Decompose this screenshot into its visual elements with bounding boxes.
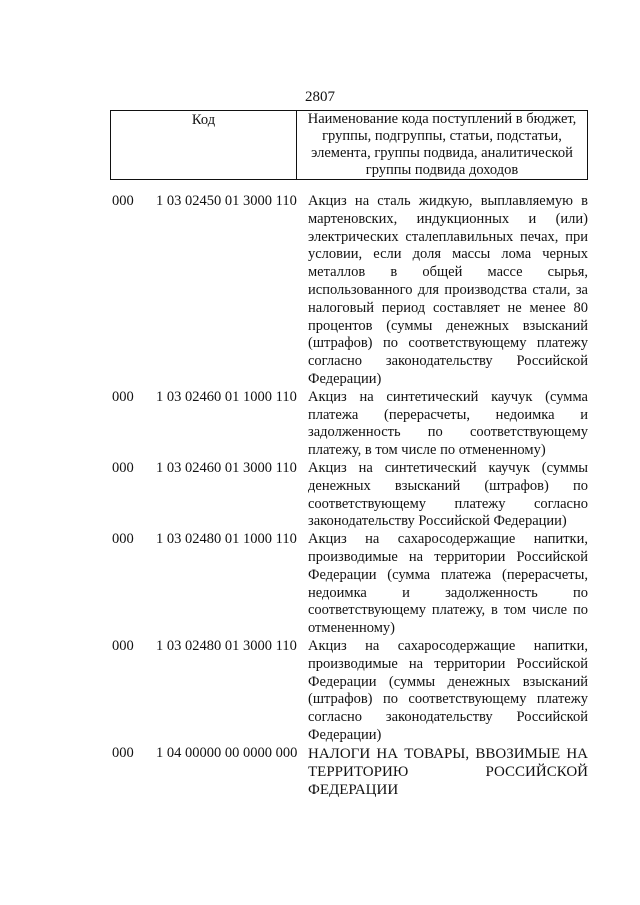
revenue-code-cell: 1 04 00000 00 0000 000 bbox=[156, 744, 298, 761]
table-row bbox=[110, 638, 588, 745]
table-row bbox=[110, 389, 588, 460]
admin-code-cell: 000 bbox=[112, 637, 134, 654]
revenue-code-cell: 1 03 02480 01 3000 110 bbox=[156, 637, 297, 654]
revenue-code-cell: 1 03 02480 01 1000 110 bbox=[156, 531, 297, 548]
page-number: 2807 bbox=[305, 89, 335, 105]
table-row bbox=[110, 745, 588, 799]
description-cell: Акциз на сталь жидкую, выплавляемую в мартеновских, индукционных и (или) электрических сталеплавильных печах, при условии, если доля массы лома черных металлов в общей массе сырья, использованного для производства стали, за налоговый период составляет не менее 80 процентов (суммы денежных взысканий (штрафов) по соответствующему платежу согласно законодательству Российской Федерации) bbox=[308, 193, 588, 387]
description-cell: Акциз на сахаросодержащие напитки, производимые на территории Российской Федерации (суммы денежных взысканий (штрафов) по соответствующему платежу согласно законодательству Российской Федерации) bbox=[308, 637, 588, 743]
admin-code-cell: 000 bbox=[112, 388, 134, 405]
description-cell: Акциз на синтетический каучук (суммы денежных взысканий (штрафов) по соответствующему платежу согласно законодательству Российской Федерации) bbox=[308, 459, 588, 530]
revenue-code-cell: 1 03 02450 01 3000 110 bbox=[156, 193, 297, 209]
revenue-code-cell: 1 03 02460 01 1000 110 bbox=[156, 388, 297, 405]
table-row bbox=[110, 531, 588, 638]
admin-code-cell: 000 bbox=[112, 459, 134, 476]
header-code-column: Код bbox=[111, 111, 297, 179]
revenue-code-cell: 1 03 02460 01 3000 110 bbox=[156, 459, 297, 476]
description-cell: Акциз на синтетический каучук (сумма платежа (перерасчеты, недоимка и задолженность по соответствующему платежу, в том числе по отмененному) bbox=[308, 388, 588, 459]
table-row bbox=[110, 460, 588, 531]
admin-code-cell: 000 bbox=[112, 531, 134, 548]
table-row bbox=[110, 193, 588, 389]
admin-code-cell: 000 bbox=[112, 744, 134, 761]
admin-code-cell: 000 bbox=[112, 193, 134, 209]
table-body bbox=[110, 193, 588, 799]
table-header bbox=[110, 110, 588, 180]
description-cell: НАЛОГИ НА ТОВАРЫ, ВВОЗИМЫЕ НА ТЕРРИТОРИЮ РОССИЙСКОЙ ФЕДЕРАЦИИ bbox=[308, 745, 588, 798]
description-cell: Акциз на сахаросодержащие напитки, производимые на территории Российской Федерации (сумма платежа (перерасчеты, недоимка и задолженность по соответствующему платежу, в том числе по отмененному) bbox=[308, 531, 588, 637]
header-name-column: Наименование кода поступлений в бюджет, группы, подгруппы, статьи, подстатьи, элемента, группы подвида, аналитической группы подвида доходов bbox=[307, 111, 577, 178]
